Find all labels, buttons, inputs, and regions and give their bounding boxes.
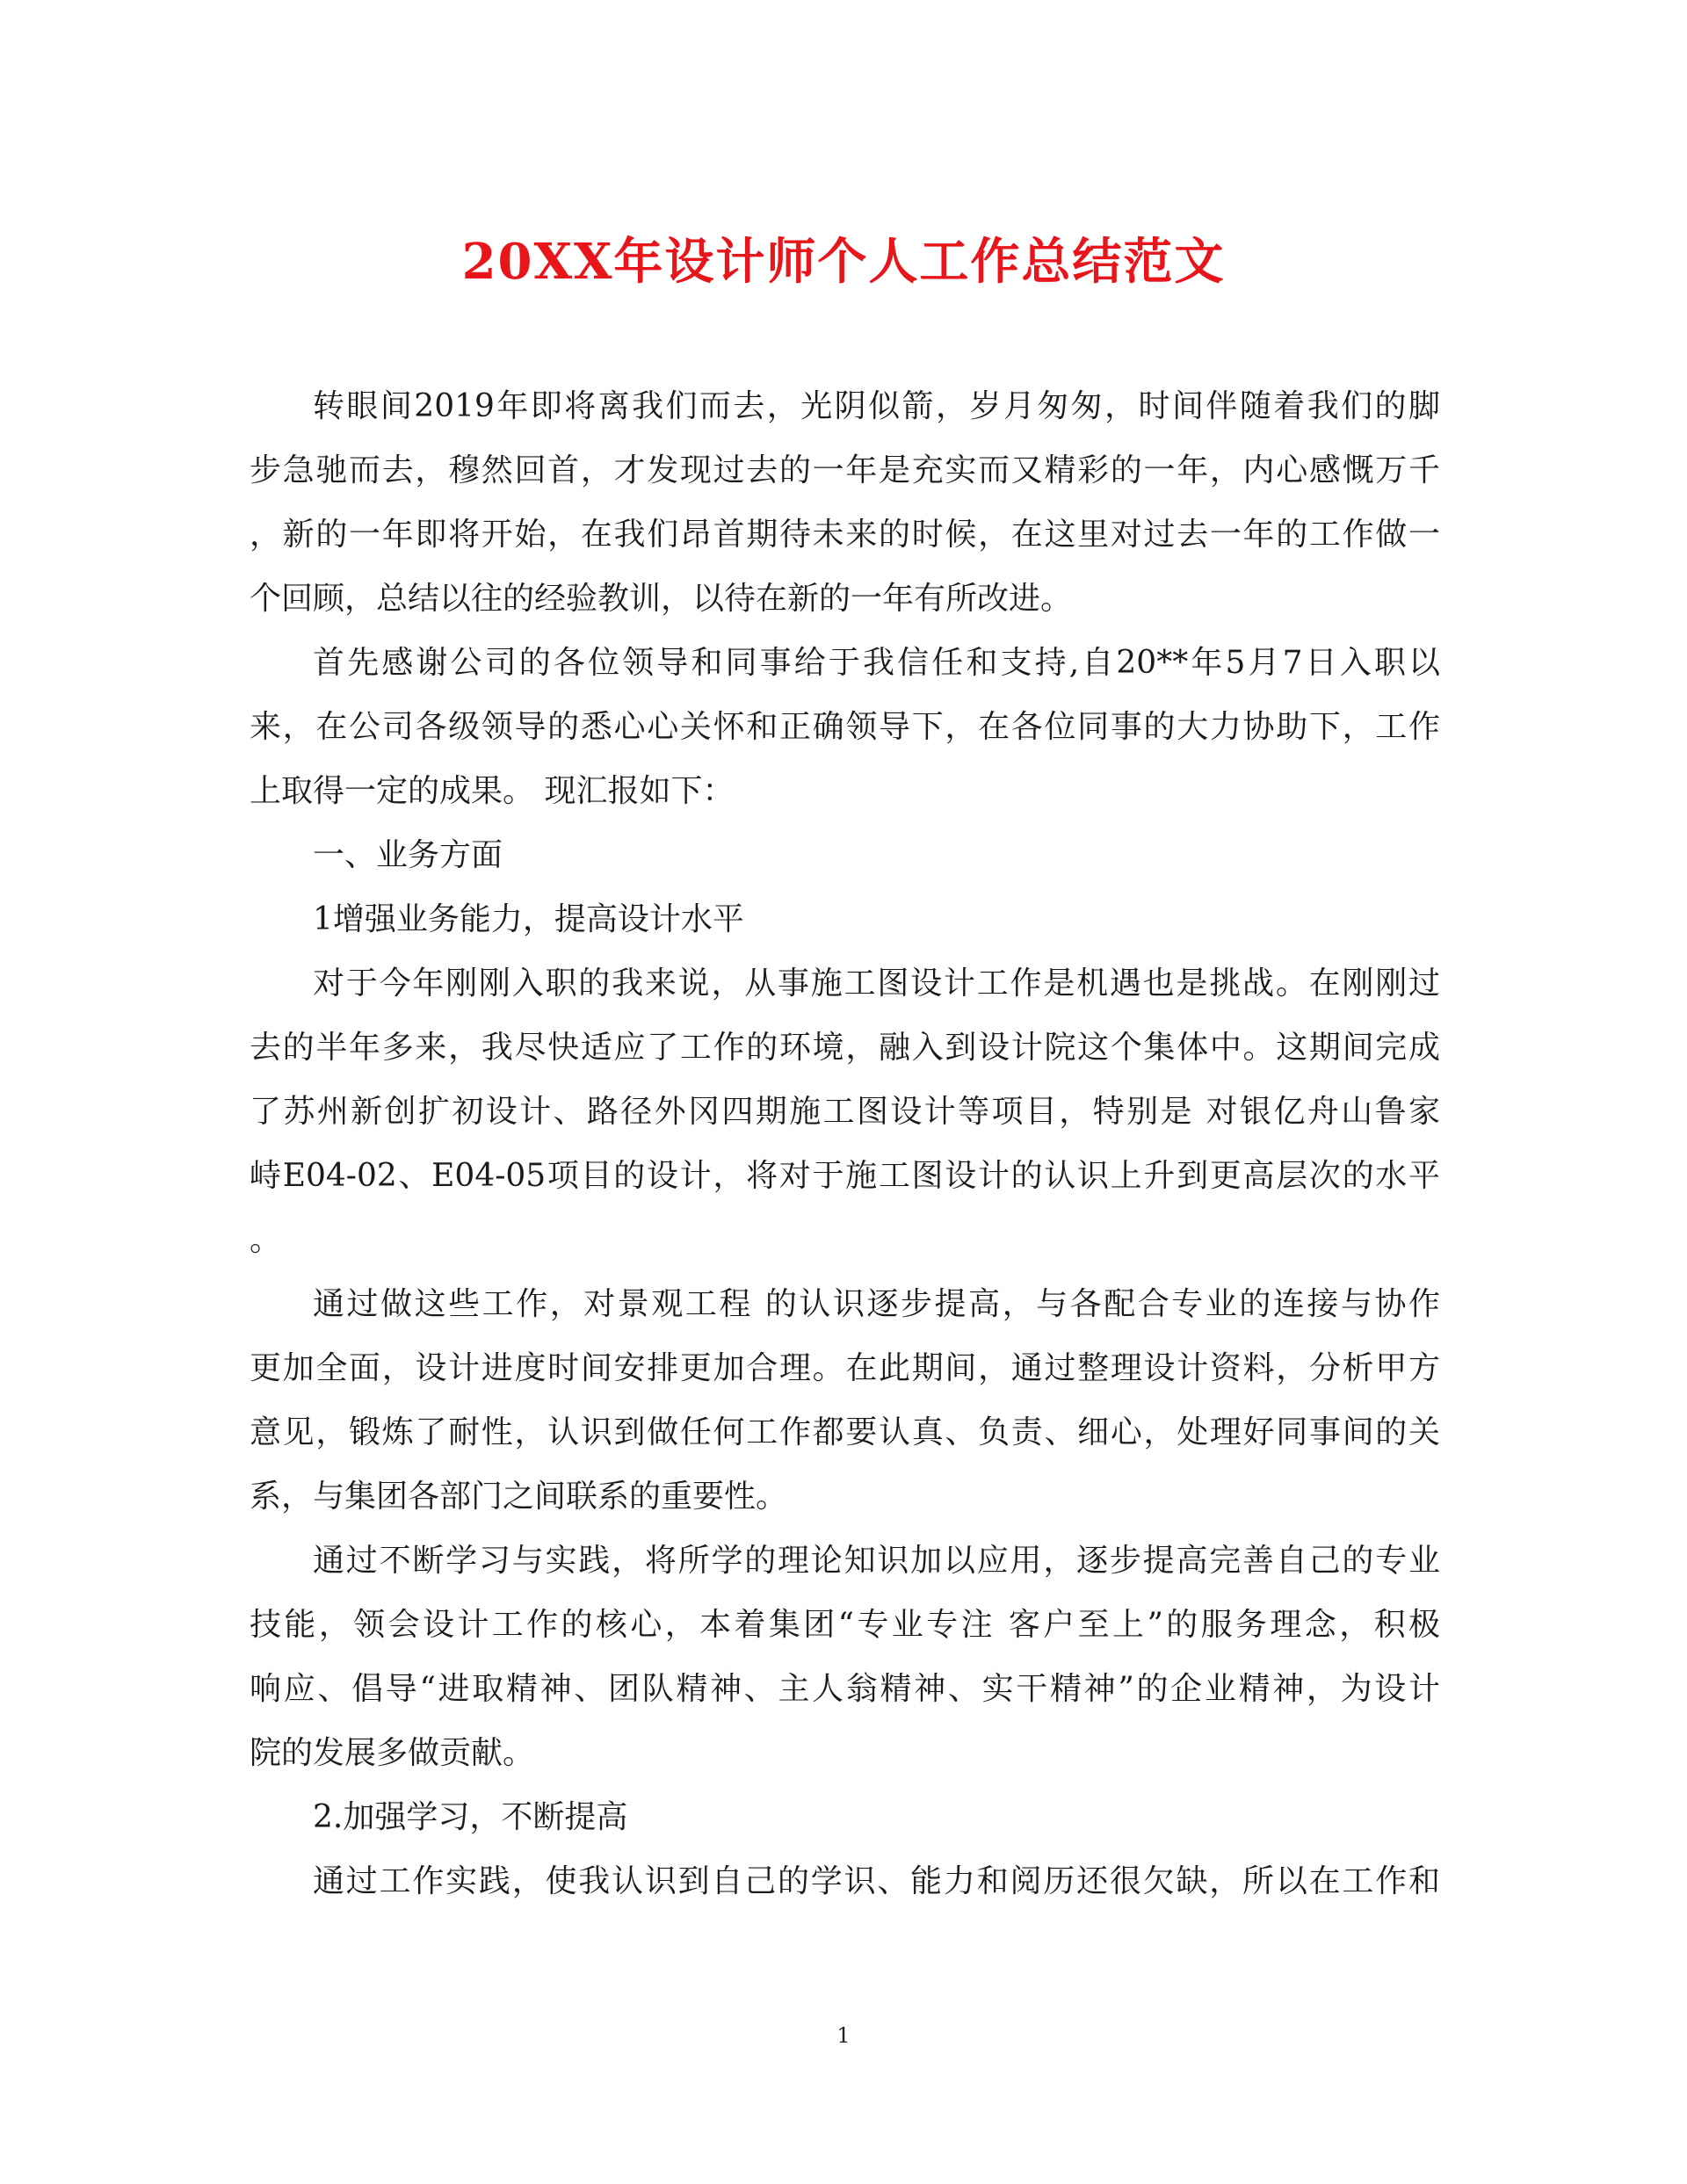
- subsection-heading: 1增强业务能力，提高设计水平: [313, 901, 744, 937]
- page-number: 1: [836, 2023, 851, 2048]
- text-line: 意见，锻炼了耐性，认识到做任何工作都要认真、负责、细心，处理好同事间的关: [250, 1414, 1440, 1450]
- section-heading: 一、业务方面: [313, 837, 503, 873]
- text-line: 步急驰而去，穆然回首，才发现过去的一年是充实而又精彩的一年，内心感慨万千: [250, 452, 1440, 488]
- subsection-heading: 2.加强学习，不断提高: [313, 1799, 628, 1835]
- text-line: 峙E04-02、E04-05项目的设计，将对于施工图设计的认识上升到更高层次的水平: [250, 1158, 1440, 1194]
- text-line: 通过工作实践，使我认识到自己的学识、能力和阅历还很欠缺，所以在工作和: [313, 1863, 1440, 1899]
- text-line: 个回顾，总结以往的经验教训，以待在新的一年有所改进。: [250, 581, 1073, 617]
- text-line: 首先感谢公司的各位领导和同事给于我信任和支持,自20**年5月7日入职以: [313, 645, 1440, 681]
- text-line: 响应、倡导“进取精神、团队精神、主人翁精神、实干精神”的企业精神，为设计: [250, 1671, 1440, 1707]
- text-line: 上取得一定的成果。 现汇报如下：: [250, 773, 735, 809]
- text-line: 更加全面，设计进度时间安排更加合理。在此期间，通过整理设计资料，分析甲方: [250, 1350, 1440, 1386]
- text-line: 转眼间2019年即将离我们而去，光阴似箭，岁月匆匆，时间伴随着我们的脚: [313, 388, 1440, 424]
- text-line: 通过做这些工作，对景观工程 的认识逐步提高，与各配合专业的连接与协作: [313, 1286, 1440, 1322]
- text-line: 通过不断学习与实践，将所学的理论知识加以应用，逐步提高完善自己的专业: [313, 1543, 1440, 1579]
- text-line: 。: [250, 1222, 282, 1258]
- text-line: ，新的一年即将开始，在我们昂首期待未来的时候，在这里对过去一年的工作做一: [250, 517, 1440, 553]
- text-line: 去的半年多来，我尽快适应了工作的环境，融入到设计院这个集体中。这期间完成: [250, 1030, 1440, 1066]
- text-line: 对于今年刚刚入职的我来说，从事施工图设计工作是机遇也是挑战。在刚刚过: [313, 965, 1440, 1002]
- document-body: [250, 374, 1440, 1913]
- text-line: 来，在公司各级领导的悉心心关怀和正确领导下，在各位同事的大力协助下，工作: [250, 709, 1440, 745]
- text-line: 院的发展多做贡献。: [250, 1735, 535, 1771]
- text-line: 了苏州新创扩初设计、路径外冈四期施工图设计等项目，特别是 对银亿舟山鲁家: [250, 1094, 1440, 1130]
- text-line: 系，与集团各部门之间联系的重要性。: [250, 1479, 788, 1515]
- text-line: 技能，领会设计工作的核心，本着集团“专业专注 客户至上”的服务理念，积极: [250, 1607, 1440, 1643]
- document-title: 20XX年设计师个人工作总结范文: [461, 233, 1226, 291]
